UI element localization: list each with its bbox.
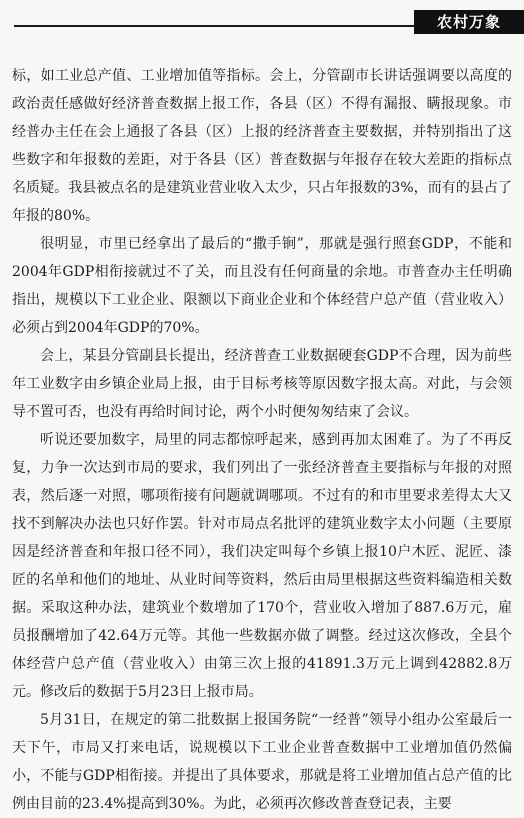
paragraph-5: 5月31日，在规定的第二批数据上报国务院“一经普”领导小组办公室最后一天下午，市局又打来电话，说规模以下工业企业普查数据中工业增加值仍然偏小，不能与GDP相衔接。并提出了具体要求，那就是将工业增加值占总产值的比例由目前的23.4%提高到30%。为此，必须再次修改普查登记表，主要 <box>12 712 512 812</box>
paragraph-1: 标，如工业总产值、工业增加值等指标。会上，分管副市长讲话强调要以高度的政治责任感做好经济普查数据上报工作，各县（区）不得有漏报、瞒报现象。市经普办主任在会上通报了各县（区）上报的经济普查主要数据，并特别指出了这些数字和年报数的差距，对于各县（区）普查数据与年报存在较大差距的指标点名质疑。我县被点名的是建筑业营业收入太少，只占年报数的3%，而有的县占了年报的80%。 <box>12 68 512 224</box>
paragraph-3: 会上，某县分管副县长提出，经济普查工业数据硬套GDP不合理，因为前些年工业数字由乡镇企业局上报，由于目标考核等原因数字报太高。对此，与会领导不置可否，也没有再给时间讨论，两个小时便匆匆结束了会议。 <box>12 348 512 420</box>
header-rule <box>14 25 414 27</box>
article-body <box>12 62 512 818</box>
paragraph-4: 听说还要加数字，局里的同志都惊呼起来，感到再加太困难了。为了不再反复，力争一次达到市局的要求，我们列出了一张经济普查主要指标与年报的对照表，然后逐一对照，哪项衔接有问题就调哪项。不过有的和市里要求差得太大又找不到解决办法也只好作罢。针对市局点名批评的建筑业数字太小问题（主要原因是经济普查和年报口径不同），我们决定叫每个乡镇上报10户木匠、泥匠、漆匠的名单和他们的地址、从业时间等资料，然后由局里根据这些资料编造相关数据。采取这种办法，建筑业个数增加了170个，营业收入增加了887.6万元，雇员报酬增加了42.64万元等。其他一些数据亦做了调整。经过这次修改，全县个体经营户总产值（营业收入）由第三次上报的41891.3万元上调到42882.8万元。修改后的数据于5月23日上报市局。 <box>12 432 512 700</box>
paragraph-2: 很明显，市里已经拿出了最后的“撒手锏”，那就是强行照套GDP，不能和2004年GDP相衔接就过不了关，而且没有任何商量的余地。市普查办主任明确指出，规模以下工业企业、限额以下商业企业和个体经营户总产值（营业收入）必须占到2004年GDP的70%。 <box>12 236 512 336</box>
section-label: 农村万象 <box>414 10 524 34</box>
